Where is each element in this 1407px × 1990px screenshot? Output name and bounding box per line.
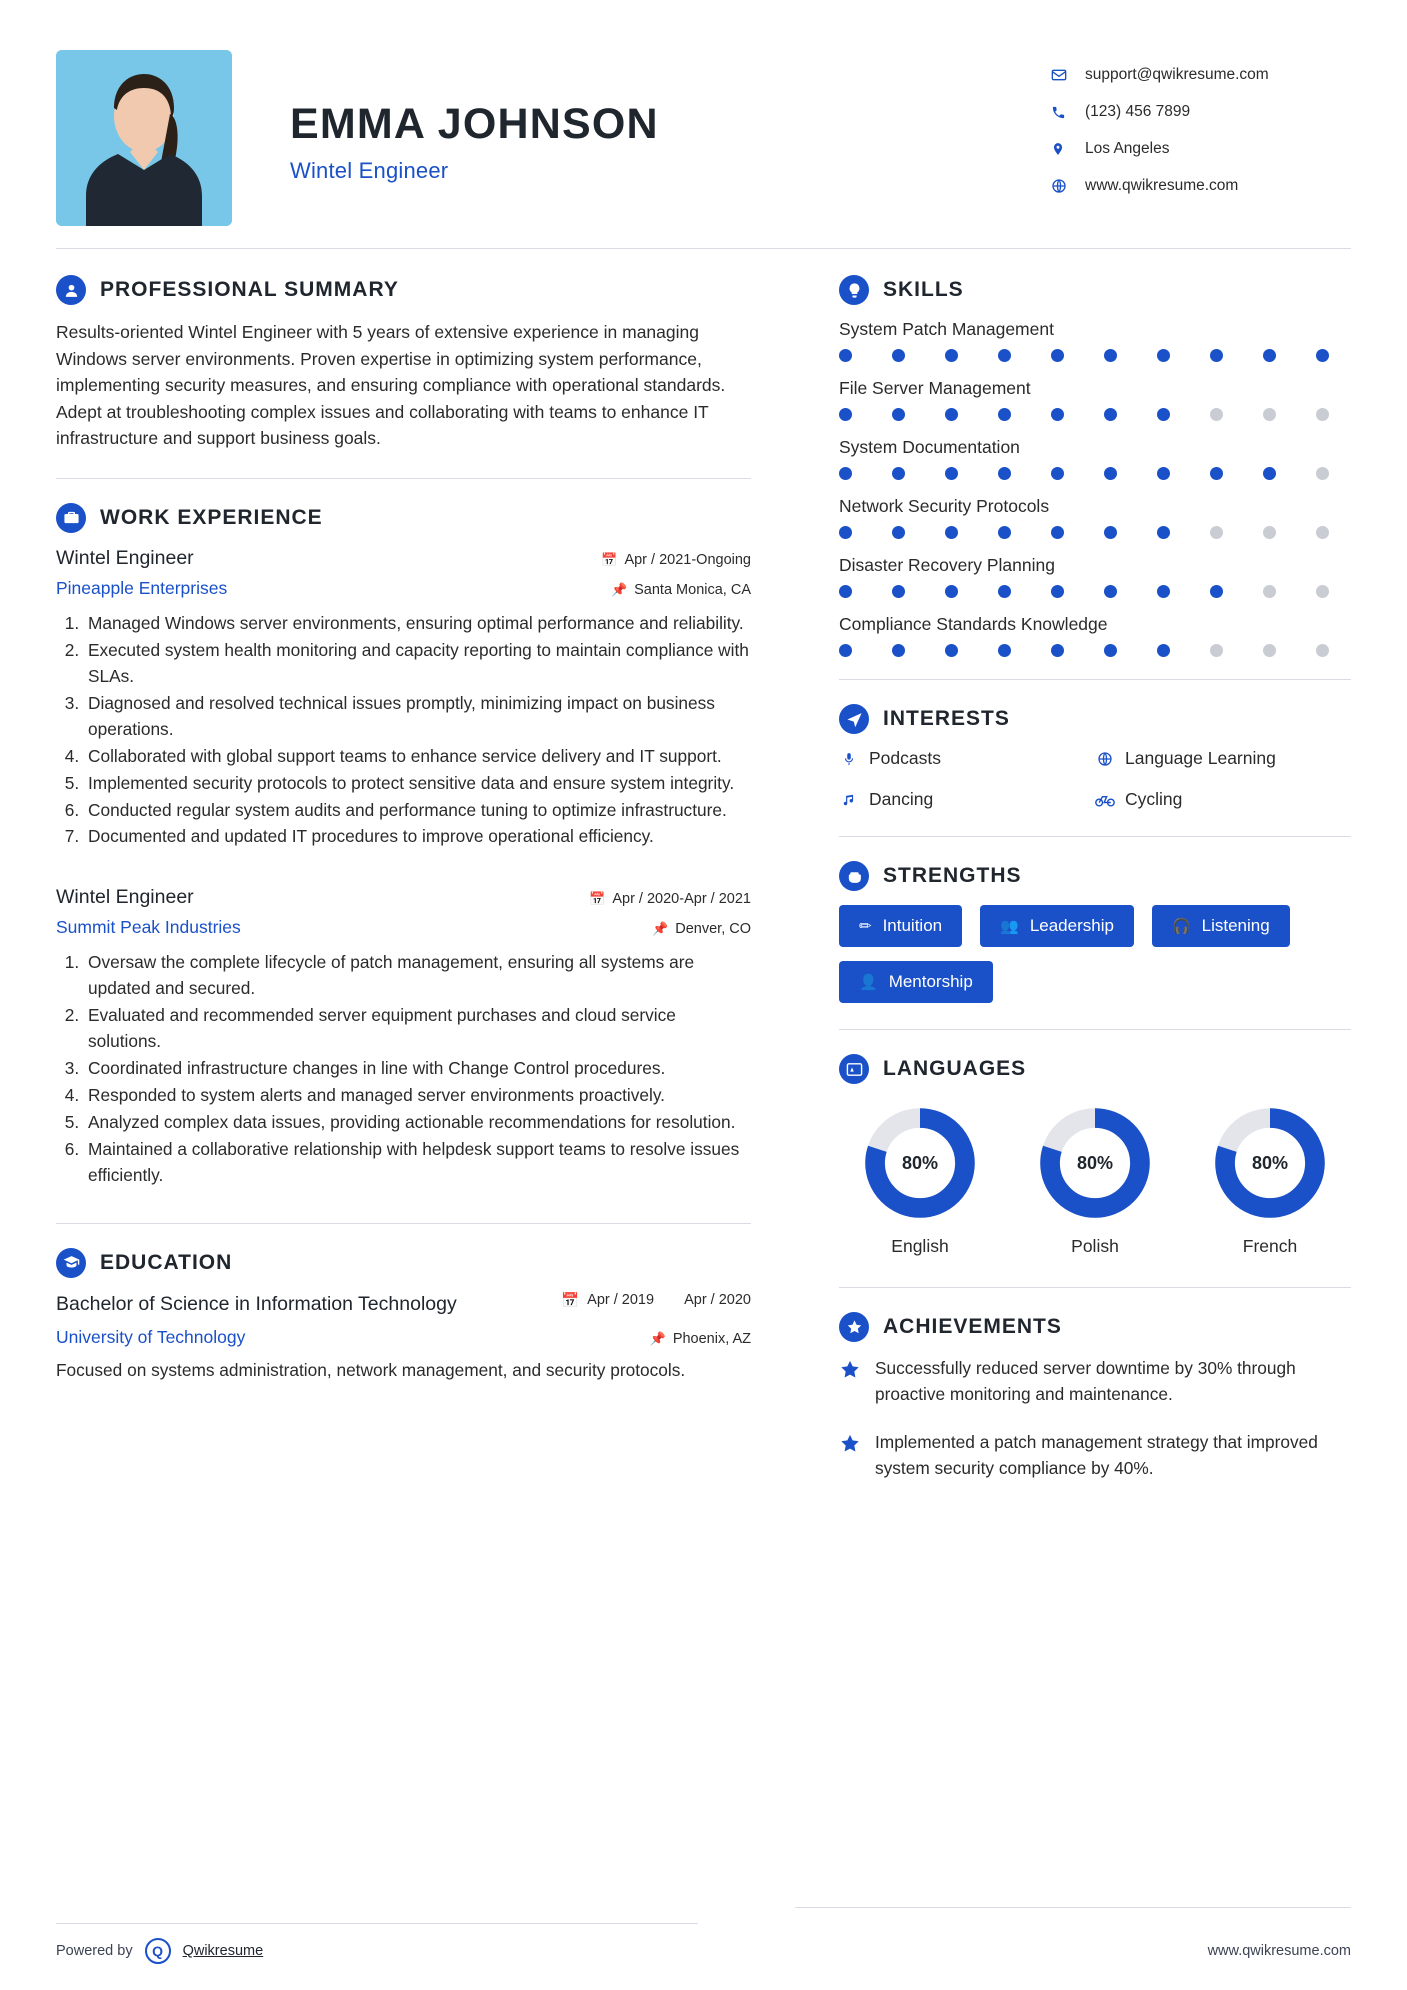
- language-name: Polish: [1071, 1236, 1119, 1256]
- interest-item: [839, 748, 1095, 769]
- interest-label: Cycling: [1125, 789, 1183, 809]
- contact-email-text: support@qwikresume.com: [1085, 66, 1269, 83]
- language-percent: 80%: [1251, 1152, 1289, 1173]
- skill-dot: [1104, 408, 1117, 421]
- section-skills: [839, 275, 1351, 657]
- skill-dot: [1051, 467, 1064, 480]
- headphones-icon: 🎧: [1171, 918, 1191, 935]
- skill-dot: [998, 349, 1011, 362]
- contact-website-text: www.qwikresume.com: [1085, 177, 1239, 194]
- star-icon: [839, 1356, 861, 1408]
- strength-chip: [1152, 905, 1290, 947]
- skill-dot: [892, 526, 905, 539]
- skill-dot: [1157, 349, 1170, 362]
- skill-dot: [1263, 408, 1276, 421]
- section-interests: [839, 704, 1351, 830]
- work-location: [611, 582, 751, 598]
- education-description: Focused on systems administration, network management, and security protocols.: [56, 1359, 686, 1380]
- skill-item: [839, 555, 1351, 598]
- email-icon: [1051, 67, 1077, 83]
- work-bullet: 5. Analyzed complex data issues, providing actionable recommendations for resolution.: [84, 1110, 751, 1136]
- section-languages: [839, 1054, 1351, 1257]
- skill-dot: [892, 585, 905, 598]
- strength-label: Listening: [1201, 916, 1270, 935]
- fist-icon: [839, 861, 869, 891]
- work-title: WORK EXPERIENCE: [100, 505, 323, 529]
- interest-label: Dancing: [869, 789, 934, 809]
- graduation-cap-icon: [56, 1248, 86, 1278]
- skill-dot: [1157, 644, 1170, 657]
- interest-label: Podcasts: [869, 748, 941, 768]
- skill-dot: [945, 585, 958, 598]
- skill-dot: [892, 408, 905, 421]
- profile-photo: [56, 50, 232, 226]
- contact-phone: [1051, 103, 1351, 121]
- language-item: [1195, 1104, 1345, 1257]
- languages-title: LANGUAGES: [883, 1057, 1027, 1080]
- calendar-icon: 📅: [589, 891, 606, 907]
- bicycle-icon: [1095, 793, 1115, 807]
- skill-dot: [1316, 467, 1329, 480]
- candidate-title: Wintel Engineer: [290, 158, 449, 183]
- achievement-item: [839, 1356, 1351, 1408]
- skill-dot: [1210, 526, 1223, 539]
- achievement-item: [839, 1430, 1351, 1482]
- work-dates-text: Apr / 2021-Ongoing: [624, 551, 751, 568]
- section-divider: [839, 1287, 1351, 1288]
- skill-dot: [1051, 644, 1064, 657]
- skill-name: System Documentation: [839, 437, 1020, 457]
- skill-dot: [1316, 349, 1329, 362]
- skill-rating: [839, 585, 1329, 598]
- contact-phone-text: (123) 456 7899: [1085, 103, 1191, 120]
- skill-dot: [1051, 585, 1064, 598]
- left-column: [56, 275, 791, 1504]
- work-location-text: Denver, CO: [675, 921, 751, 938]
- interests-list: [839, 748, 1351, 830]
- skill-dot: [839, 644, 852, 657]
- achievements-heading: [839, 1312, 1351, 1342]
- skill-dot: [1104, 349, 1117, 362]
- skill-item: [839, 614, 1351, 657]
- skill-dot: [839, 526, 852, 539]
- contact-location-text: Los Angeles: [1085, 140, 1170, 157]
- skills-title: SKILLS: [883, 278, 964, 301]
- summary-title: PROFESSIONAL SUMMARY: [100, 278, 399, 301]
- skill-dot: [1051, 408, 1064, 421]
- work-company: Pineapple Enterprises: [56, 577, 228, 598]
- skill-dot: [892, 349, 905, 362]
- phone-icon: [1051, 105, 1077, 120]
- work-bullet: 6. Conducted regular system audits and performance tuning to optimize infrastructure.: [84, 798, 751, 824]
- strengths-heading: [839, 861, 1351, 891]
- skill-dot: [1210, 349, 1223, 362]
- strength-chip: [839, 905, 962, 947]
- skill-dot: [1157, 526, 1170, 539]
- summary-heading: [56, 275, 751, 305]
- skill-dot: [1104, 644, 1117, 657]
- skill-dot: [1210, 408, 1223, 421]
- strengths-title: STRENGTHS: [883, 864, 1022, 887]
- skill-dot: [892, 467, 905, 480]
- work-dates: [601, 552, 751, 568]
- language-item: [1020, 1104, 1170, 1257]
- user-icon: [56, 275, 86, 305]
- section-work-experience: [56, 503, 751, 1189]
- work-role: Wintel Engineer: [56, 546, 194, 569]
- work-item: [56, 886, 751, 1188]
- education-heading: [56, 1248, 751, 1278]
- section-divider: [56, 478, 751, 479]
- skill-dot: [1210, 467, 1223, 480]
- translate-icon: [839, 1054, 869, 1084]
- skill-item: [839, 319, 1351, 362]
- skill-dot: [1210, 644, 1223, 657]
- skill-dot: [945, 526, 958, 539]
- footer-divider-left: [56, 1923, 698, 1924]
- work-location: [652, 921, 751, 937]
- work-location-text: Santa Monica, CA: [634, 581, 751, 598]
- interests-heading: [839, 704, 1351, 734]
- section-divider: [839, 1029, 1351, 1030]
- strengths-list: [839, 905, 1351, 1003]
- resume-header: [56, 40, 1351, 226]
- skill-dot: [1263, 526, 1276, 539]
- skill-rating: [839, 526, 1329, 539]
- skill-dot: [1210, 585, 1223, 598]
- pin-icon: 📌: [652, 921, 669, 937]
- section-divider: [839, 836, 1351, 837]
- skill-rating: [839, 349, 1329, 362]
- skill-item: [839, 378, 1351, 421]
- work-bullet: 2. Executed system health monitoring and capacity reporting to maintain compliance with SLAs.: [84, 638, 751, 690]
- pin-icon: 📌: [649, 1330, 666, 1346]
- contact-website[interactable]: [1051, 177, 1351, 195]
- skill-name: Network Security Protocols: [839, 496, 1050, 516]
- skill-dot: [839, 467, 852, 480]
- rocket-icon: ✏: [859, 918, 872, 935]
- interest-item: [1095, 789, 1351, 810]
- language-ring: [1036, 1104, 1154, 1222]
- location-icon: [1051, 141, 1077, 157]
- calendar-icon: 📅: [601, 551, 618, 567]
- section-professional-summary: [56, 275, 751, 452]
- skill-name: Compliance Standards Knowledge: [839, 614, 1108, 634]
- skill-dot: [839, 408, 852, 421]
- work-bullet: 4. Collaborated with global support teams to enhance service delivery and IT support.: [84, 744, 751, 770]
- star-badge-icon: [839, 1312, 869, 1342]
- strength-label: Mentorship: [888, 972, 973, 991]
- achievements-title: ACHIEVEMENTS: [883, 1315, 1062, 1338]
- languages-heading: [839, 1054, 1351, 1084]
- work-bullets: [84, 950, 751, 1188]
- skill-dot: [998, 644, 1011, 657]
- language-ring: [1211, 1104, 1329, 1222]
- skills-heading: [839, 275, 1351, 305]
- education-start-date: Apr / 2019: [587, 1292, 655, 1308]
- paper-plane-icon: [839, 704, 869, 734]
- music-note-icon: [839, 792, 859, 808]
- skill-dot: [1263, 349, 1276, 362]
- education-end-date: Apr / 2020: [684, 1292, 751, 1308]
- skill-dot: [998, 526, 1011, 539]
- work-company: Summit Peak Industries: [56, 917, 241, 938]
- skill-dot: [1316, 526, 1329, 539]
- person-add-icon: 👤: [859, 974, 878, 991]
- work-bullet: 3. Coordinated infrastructure changes in line with Change Control procedures.: [84, 1056, 751, 1082]
- work-dates-text: Apr / 2020-Apr / 2021: [612, 891, 751, 908]
- education-location-text: Phoenix, AZ: [672, 1330, 751, 1347]
- interest-label: Language Learning: [1125, 748, 1276, 768]
- language-percent: 80%: [901, 1152, 939, 1173]
- skill-item: [839, 496, 1351, 539]
- skill-dot: [998, 585, 1011, 598]
- skill-dot: [1316, 408, 1329, 421]
- education-school: University of Technology: [56, 1326, 246, 1347]
- skill-dot: [1157, 467, 1170, 480]
- right-column: [791, 275, 1351, 1504]
- people-icon: 👥: [1000, 918, 1019, 935]
- strength-chip: [839, 961, 993, 1003]
- section-education: [56, 1248, 751, 1384]
- skill-dot: [1104, 467, 1117, 480]
- language-ring: [861, 1104, 979, 1222]
- skill-name: File Server Management: [839, 378, 1031, 398]
- skill-dot: [1263, 467, 1276, 480]
- globe-icon: [1095, 751, 1115, 767]
- education-location: [650, 1331, 751, 1347]
- interest-item: [1095, 748, 1351, 769]
- achievement-text: Implemented a patch management strategy that improved system security compliance by 40%.: [875, 1431, 1318, 1478]
- contact-email: [1051, 66, 1351, 84]
- briefcase-icon: [56, 503, 86, 533]
- education-item: [56, 1292, 751, 1317]
- skill-dot: [945, 349, 958, 362]
- skill-item: [839, 437, 1351, 480]
- footer-branding: [56, 1938, 263, 1964]
- language-name: English: [891, 1236, 949, 1256]
- language-name: French: [1242, 1236, 1298, 1256]
- skill-dot: [998, 408, 1011, 421]
- skill-name: System Patch Management: [839, 319, 1054, 339]
- resume-body: [56, 275, 1351, 1504]
- skill-dot: [998, 467, 1011, 480]
- work-bullet: 4. Responded to system alerts and managed server environments proactively.: [84, 1083, 751, 1109]
- work-bullets: [84, 611, 751, 850]
- section-divider: [56, 1223, 751, 1224]
- work-heading: [56, 503, 751, 533]
- work-bullet: 6. Maintained a collaborative relationship with helpdesk support teams to resolve issues efficiently.: [84, 1137, 751, 1189]
- skill-dot: [945, 644, 958, 657]
- skill-dot: [839, 349, 852, 362]
- skill-dot: [1104, 526, 1117, 539]
- skill-rating: [839, 644, 1329, 657]
- strength-label: Intuition: [882, 916, 943, 935]
- skill-dot: [1263, 644, 1276, 657]
- work-role: Wintel Engineer: [56, 886, 194, 909]
- work-item-gap: [56, 856, 751, 886]
- name-block: [290, 50, 1051, 184]
- skill-dot: [892, 644, 905, 657]
- contact-location: [1051, 140, 1351, 158]
- work-bullet: 1. Managed Windows server environments, ensuring optimal performance and reliability.: [84, 611, 751, 637]
- skill-dot: [945, 408, 958, 421]
- qwikresume-link[interactable]: Qwikresume: [182, 1943, 264, 1959]
- section-strengths: [839, 861, 1351, 1003]
- calendar-icon: 📅: [561, 1292, 580, 1309]
- section-divider: [839, 679, 1351, 680]
- summary-text: Results-oriented Wintel Engineer with 5 years of extensive experience in managing Windows server environments. Proven expertise in optimizing system performance, implementing security measures, and ensuring compliance with operational standards. Adept at troubleshooting complex issues and collaborating with teams to enhance IT infrastructure and support business goals.: [56, 322, 726, 449]
- work-item: [56, 547, 751, 850]
- skill-dot: [839, 585, 852, 598]
- work-bullet: 1. Oversaw the complete lifecycle of patch management, ensuring all systems are updated and secured.: [84, 950, 751, 1002]
- language-item: [845, 1104, 995, 1257]
- globe-icon: [1051, 178, 1077, 194]
- qwikresume-logo-icon: Q: [145, 1938, 171, 1964]
- header-divider: [56, 248, 1351, 249]
- powered-by-label: Powered by: [56, 1943, 133, 1959]
- interest-item: [839, 789, 1095, 810]
- interests-title: INTERESTS: [883, 707, 1010, 730]
- contact-list: [1051, 50, 1351, 214]
- language-percent: 80%: [1076, 1152, 1114, 1173]
- star-icon: [839, 1430, 861, 1482]
- skill-dot: [1051, 349, 1064, 362]
- skill-dot: [1157, 585, 1170, 598]
- work-bullet: 5. Implemented security protocols to protect sensitive data and ensure system integrity.: [84, 771, 751, 797]
- education-title: EDUCATION: [100, 1250, 233, 1274]
- footer-divider-right: [795, 1907, 1351, 1908]
- skill-dot: [1263, 585, 1276, 598]
- skill-dot: [1316, 585, 1329, 598]
- languages-list: [839, 1098, 1351, 1257]
- skill-name: Disaster Recovery Planning: [839, 555, 1055, 575]
- skill-rating: [839, 467, 1329, 480]
- work-bullet: 7. Documented and updated IT procedures to improve operational efficiency.: [84, 824, 751, 850]
- achievement-text: Successfully reduced server downtime by 30% through proactive monitoring and maintenance.: [875, 1358, 1296, 1404]
- pin-icon: 📌: [610, 581, 628, 597]
- skill-rating: [839, 408, 1329, 421]
- skill-dot: [1316, 644, 1329, 657]
- work-dates: [589, 891, 751, 907]
- strength-chip: [980, 905, 1134, 947]
- strength-label: Leadership: [1029, 916, 1114, 935]
- work-bullet: 3. Diagnosed and resolved technical issues promptly, minimizing impact on business operations.: [84, 691, 751, 743]
- section-achievements: [839, 1312, 1351, 1482]
- skill-dot: [1157, 408, 1170, 421]
- skill-dot: [1051, 526, 1064, 539]
- work-bullet: 2. Evaluated and recommended server equipment purchases and cloud service solutions.: [84, 1003, 751, 1055]
- footer-website: www.qwikresume.com: [1207, 1943, 1351, 1959]
- skill-dot: [945, 467, 958, 480]
- microphone-icon: [839, 751, 859, 767]
- education-degree: Bachelor of Science in Information Technology: [56, 1292, 457, 1315]
- page-footer: [56, 1938, 1351, 1964]
- lightbulb-icon: [839, 275, 869, 305]
- education-dates: [561, 1292, 751, 1309]
- candidate-name: EMMA JOHNSON: [290, 100, 659, 148]
- skill-dot: [1104, 585, 1117, 598]
